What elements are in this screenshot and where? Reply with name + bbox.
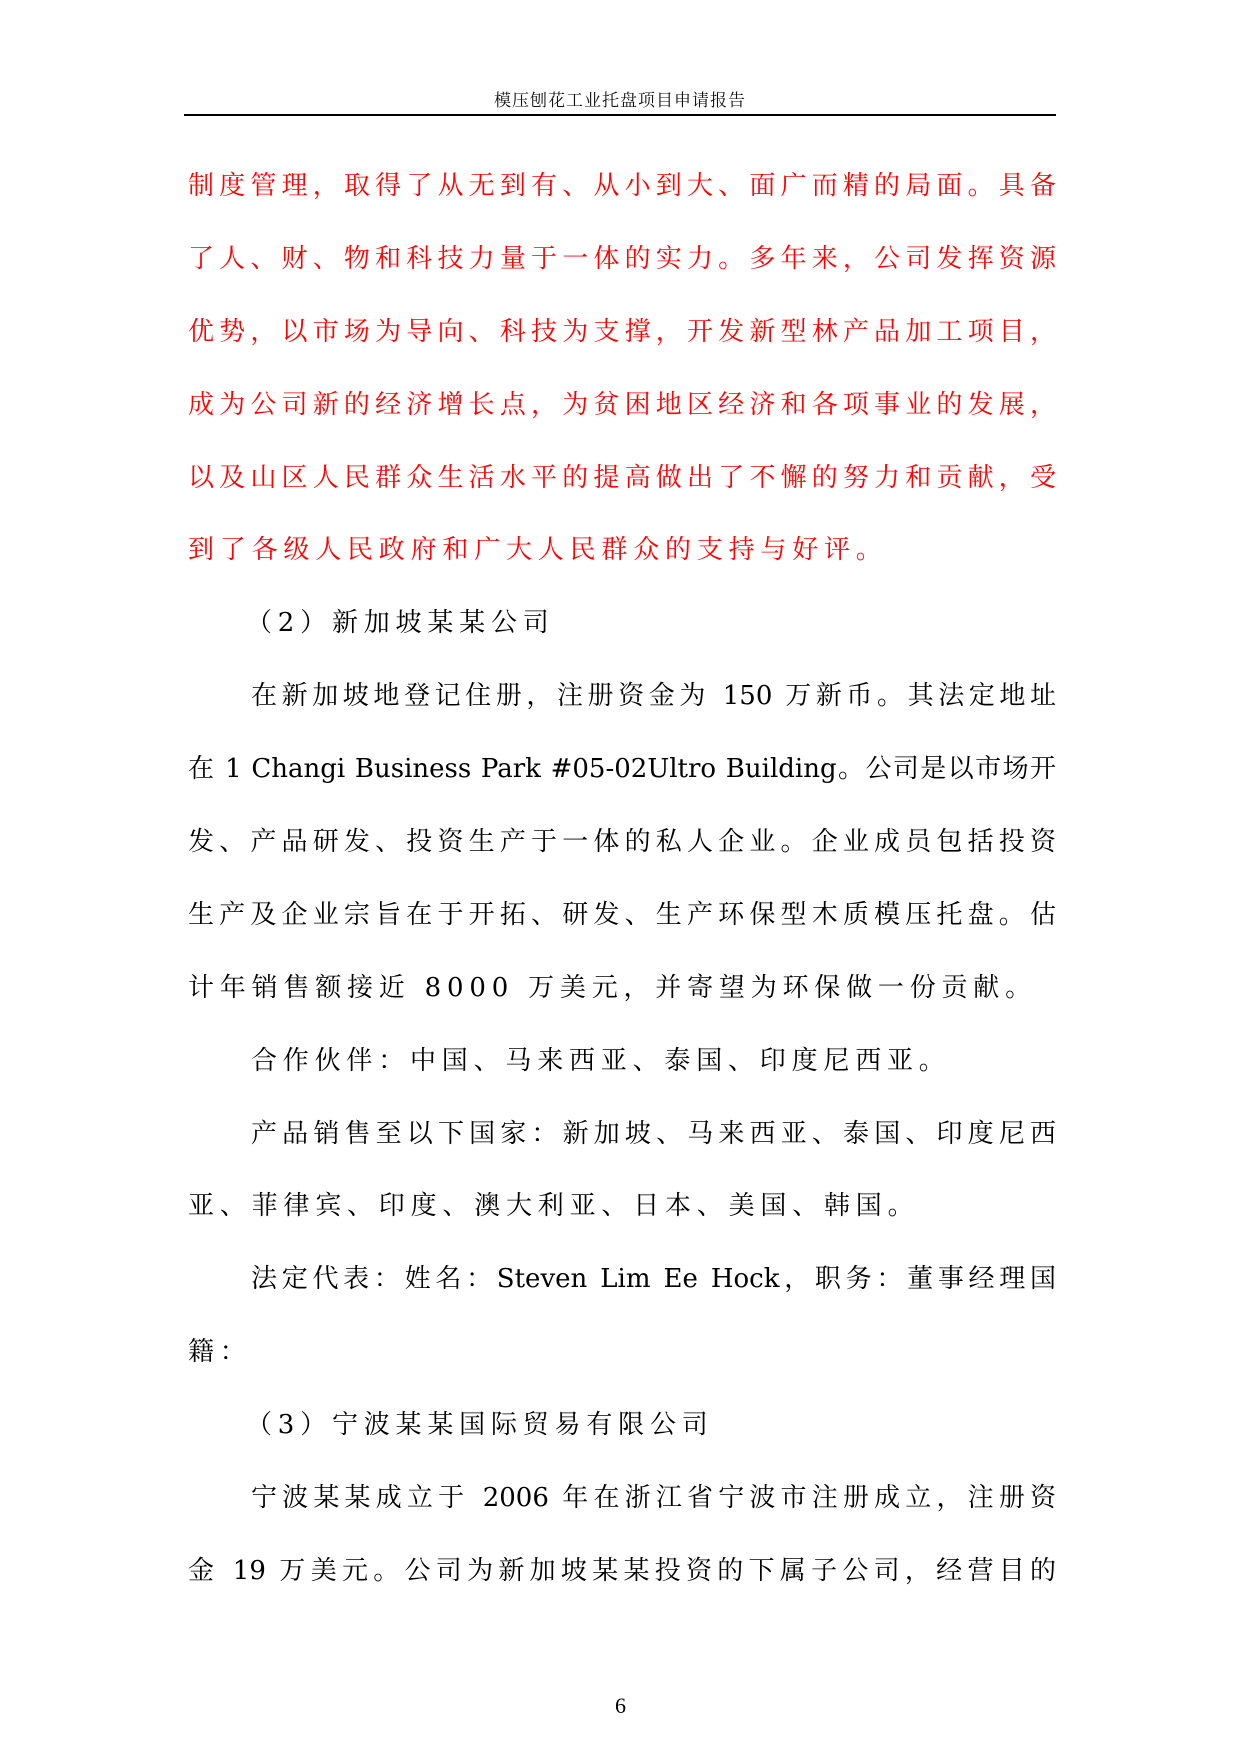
running-header: 模压刨花工业托盘项目申请报告 (494, 91, 746, 111)
paragraph-line: 金 19 万美元。公司为新加坡某某投资的下属子公司，经营目的 (188, 1555, 1056, 1586)
paragraph-line: 发、产品研发、投资生产于一体的私人企业。企业成员包括投资 (188, 827, 1056, 858)
paragraph-line: 了人、财、物和科技力量于一体的实力。多年来，公司发挥资源 (188, 243, 1056, 274)
paragraph-line: 产品销售至以下国家：新加坡、马来西亚、泰国、印度尼西 (251, 1118, 1056, 1149)
document-body (188, 160, 1056, 1618)
paragraph-line: 计年销售额接近 8000 万美元，并寄望为环保做一份贡献。 (188, 972, 1037, 1003)
paragraph-line: 制度管理，取得了从无到有、从小到大、面广而精的局面。具备 (188, 171, 1056, 201)
paragraph-line: 在新加坡地登记住册，注册资金为 150 万新币。其法定地址 (251, 681, 1056, 712)
paragraph-line: 成为公司新的经济增长点，为贫困地区经济和各项事业的发展， (188, 389, 1056, 420)
paragraph-line: 合作伙伴：中国、马来西亚、泰国、印度尼西亚。 (251, 1045, 951, 1076)
paragraph-line: 到了各级人民政府和广大人民群众的支持与好评。 (188, 535, 888, 566)
paragraph-line: 以及山区人民群众生活水平的提高做出了不懈的努力和贡献，受 (188, 462, 1056, 493)
section-heading: （3）宁波某某国际贸易有限公司 (246, 1410, 714, 1441)
paragraph-line: 亚、菲律宾、印度、澳大利亚、日本、美国、韩国。 (188, 1191, 920, 1222)
section-heading: （2）新加坡某某公司 (246, 608, 555, 639)
paragraph-line: 法定代表：姓名：Steven Lim Ee Hock，职务：董事经理国 (251, 1264, 1056, 1295)
paragraph-line: 籍： (188, 1337, 252, 1368)
paragraph-line: 在 1 Changi Business Park #05-02Ultro Building。公司是以市场开 (188, 754, 1056, 785)
paragraph-line: 宁波某某成立于 2006 年在浙江省宁波市注册成立，注册资 (251, 1483, 1056, 1514)
header-rule (184, 114, 1056, 116)
page-number: 6 (615, 1693, 626, 1718)
paragraph-line: 生产及企业宗旨在于开拓、研发、生产环保型木质模压托盘。估 (188, 899, 1056, 930)
paragraph-line: 优势，以市场为导向、科技为支撑，开发新型林产品加工项目， (188, 316, 1056, 347)
